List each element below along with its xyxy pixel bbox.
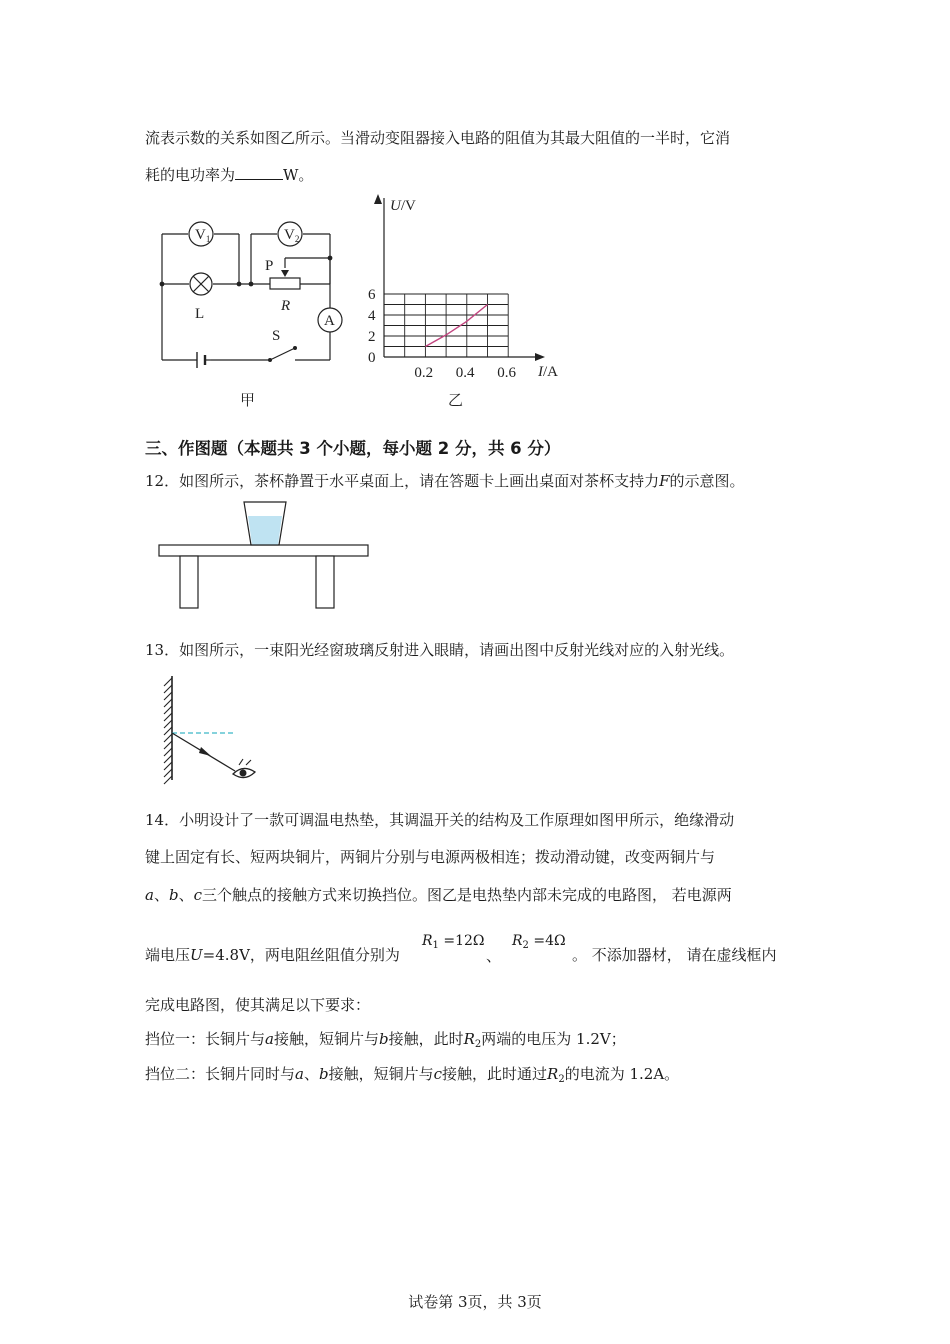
circuit-diagram (150, 210, 360, 410)
r1-value: =12Ω (443, 933, 485, 949)
r1-expression (422, 931, 485, 956)
q11-line2-pre: 耗的电功率为 (145, 166, 236, 184)
contact-c: c (193, 886, 202, 904)
voltage-u: U (190, 946, 203, 964)
table-leg-left (180, 556, 198, 608)
q12-post: 的示意图。 (669, 472, 745, 490)
q13-text: 13．如图所示，一束阳光经窗玻璃反射进入眼睛，请画出图中反射光线对应的入射光线。 (145, 641, 735, 659)
y-tick-label: 2 (368, 329, 376, 345)
y-tick-label: 6 (368, 287, 376, 303)
g2-r: R (547, 1065, 559, 1083)
q14-line1: 14．小明设计了一款可调温电热垫，其调温开关的结构及工作原理如图甲所示，绝缘滑动 (145, 811, 735, 829)
r2-expression (512, 931, 566, 956)
mirror-eye-figure (155, 672, 275, 792)
v1-label: $V_1$ (195, 227, 211, 244)
q12-var: F (659, 472, 670, 490)
g1-sub: 2 (474, 1039, 482, 1050)
x-tick-label: 0.6 (497, 365, 516, 381)
cup-water (248, 516, 282, 545)
g1-pre: 挡位一：长铜片与 (145, 1030, 266, 1048)
q14-line4 (145, 945, 400, 965)
section-title: 三、作图题（本题共 3 个小题，每小题 2 分，共 6 分） (145, 439, 561, 458)
r1-symbol: R (422, 933, 433, 949)
gear-1-requirement (145, 1029, 626, 1055)
slider-arrow (281, 270, 289, 277)
v2-label: $V_2$ (284, 227, 300, 244)
q11-line1: 流表示数的关系如图乙所示。当滑动变阻器接入电路的阻值为其最大阻值的一半时，它消 (145, 129, 731, 147)
g1-mid1: 接触，短铜片与 (273, 1030, 379, 1048)
g2-c: c (433, 1065, 443, 1083)
table-leg-right (316, 556, 334, 608)
x-tick-label: 0.2 (414, 365, 434, 381)
q14-line2: 键上固定有长、短两块铜片，两铜片分别与电源两极相连；拨动滑动键，改变两铜片与 (145, 848, 716, 866)
caption-jia: 甲 (240, 393, 256, 409)
slider-p-label: P (265, 258, 274, 274)
contact-b: b (168, 886, 179, 904)
r1-sub: 1 (432, 940, 439, 951)
q14-line5: 完成电路图，使其满足以下要求： (145, 996, 371, 1014)
window-glass-hatching (164, 678, 172, 784)
answer-blank (235, 165, 283, 180)
table-cup-figure (155, 498, 375, 613)
x-axis-label: I/A (538, 364, 558, 380)
gear-2-requirement (145, 1064, 679, 1090)
eye-icon (233, 759, 255, 778)
sep: 、 (153, 886, 169, 904)
rheostat-r-label: R (281, 298, 291, 314)
page-footer: 试卷第 3页，共 3页 (408, 1293, 542, 1311)
g1-r: R (463, 1030, 475, 1048)
g1-post: 两端的电压为 1.2V； (481, 1030, 626, 1048)
x-axis-arrow (535, 353, 545, 361)
g2-sep: 、 (303, 1065, 319, 1083)
q12-pre: 12．如图所示，茶杯静置于水平桌面上，请在答题卡上画出桌面对茶杯支持力 (145, 472, 660, 490)
tabletop (159, 545, 368, 556)
ray-arrow (199, 747, 211, 756)
g2-a: a (295, 1065, 304, 1083)
y-tick-label: 0 (368, 350, 376, 366)
ui-graph (360, 190, 570, 415)
r2-sub: 2 (522, 940, 529, 951)
q12-text (145, 471, 745, 491)
ammeter-label: A (324, 313, 335, 329)
q11-line2-post: W。 (283, 166, 314, 184)
g1-b: b (378, 1030, 389, 1048)
q14-line4-val: =4.8V，两电阻丝阻值分别为 (202, 946, 400, 964)
q14-line3 (145, 885, 732, 905)
q11-line2 (145, 165, 313, 185)
q14-line3-post: 三个触点的接触方式来切换挡位。图乙是电热垫内部未完成的电路图， 若电源两 (202, 886, 732, 904)
g2-b: b (318, 1065, 329, 1083)
g2-mid1: 接触，短铜片与 (328, 1065, 434, 1083)
sep: 、 (178, 886, 194, 904)
caption-yi: 乙 (448, 393, 464, 409)
g2-mid2: 接触，此时通过 (442, 1065, 548, 1083)
y-axis-arrow (374, 194, 382, 204)
r2-symbol: R (512, 933, 523, 949)
g2-post: 的电流为 1.2A。 (564, 1065, 680, 1083)
r2-value: =4Ω (533, 933, 566, 949)
switch-s-label: S (272, 328, 281, 344)
q14-line4-pre: 端电压 (145, 946, 191, 964)
r-separator: 、 (486, 947, 502, 965)
lamp-l-label: L (195, 306, 205, 322)
contact-a: a (145, 886, 154, 904)
g2-sub: 2 (558, 1074, 565, 1085)
y-tick-label: 4 (368, 308, 376, 324)
g1-a: a (265, 1030, 274, 1048)
y-axis-label: U/V (390, 198, 416, 214)
g1-mid2: 接触，此时 (388, 1030, 464, 1048)
g2-pre: 挡位二：长铜片同时与 (145, 1065, 296, 1083)
x-tick-label: 0.4 (455, 365, 475, 381)
q14-line4-post: 。 不添加器材， 请在虚线框内 (572, 946, 777, 964)
